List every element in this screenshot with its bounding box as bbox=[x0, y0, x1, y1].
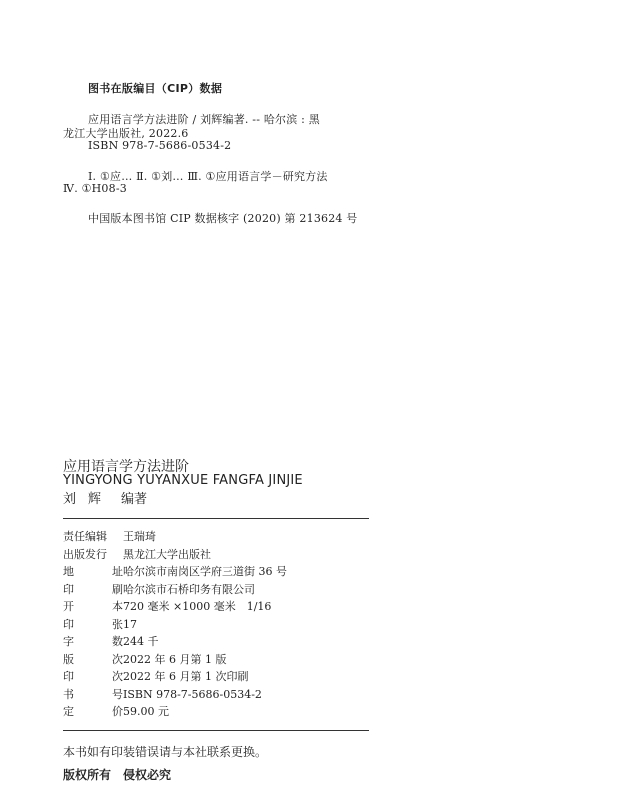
info-label bbox=[63, 563, 123, 581]
info-value: 2022 年 6 月第 1 次印刷 bbox=[123, 670, 249, 683]
publication-info-list bbox=[63, 528, 287, 721]
info-row-edition bbox=[63, 651, 287, 669]
info-row-format bbox=[63, 598, 287, 616]
info-value: ISBN 978-7-5686-0534-2 bbox=[123, 687, 262, 701]
info-row-impression bbox=[63, 668, 287, 686]
author-name: 刘辉 bbox=[63, 492, 114, 507]
book-title: 应用语言学方法进阶 bbox=[63, 459, 189, 475]
cip-subject-line-2: Ⅳ. ①H08-3 bbox=[63, 182, 127, 195]
info-row-isbn bbox=[63, 686, 287, 704]
info-label-char: 次 bbox=[112, 670, 123, 683]
top-divider bbox=[63, 518, 369, 519]
info-label bbox=[63, 651, 123, 669]
info-label: 责任编辑 bbox=[63, 530, 107, 543]
info-label-char: 印 bbox=[63, 582, 74, 596]
info-label-char: 字 bbox=[63, 635, 74, 648]
info-label bbox=[63, 686, 123, 704]
cip-isbn: ISBN 978-7-5686-0534-2 bbox=[88, 139, 232, 152]
info-label bbox=[63, 633, 123, 651]
info-label-char: 本 bbox=[112, 600, 123, 613]
bottom-divider bbox=[63, 730, 369, 731]
info-label-char: 张 bbox=[112, 617, 123, 631]
info-row-editor bbox=[63, 528, 287, 546]
info-value: 59.00 元 bbox=[123, 705, 169, 718]
info-row-word-count bbox=[63, 633, 287, 651]
info-row-printer bbox=[63, 581, 287, 599]
info-label-char: 印 bbox=[63, 617, 74, 631]
info-row-price bbox=[63, 703, 287, 721]
author-role: 编著 bbox=[121, 492, 148, 507]
info-value: 2022 年 6 月第 1 版 bbox=[123, 652, 227, 666]
info-label-char: 号 bbox=[112, 687, 123, 701]
info-label bbox=[63, 616, 123, 634]
info-value: 黑龙江大学出版社 bbox=[123, 547, 211, 561]
info-label bbox=[63, 581, 123, 599]
info-value: 244 千 bbox=[123, 635, 159, 648]
info-label-char: 印 bbox=[63, 670, 74, 683]
info-value: 王瑞琦 bbox=[123, 530, 156, 543]
info-label-char: 开 bbox=[63, 600, 74, 613]
info-label-char: 刷 bbox=[112, 582, 123, 596]
book-pinyin: YINGYONG YUYANXUE FANGFA JINJIE bbox=[63, 473, 303, 488]
info-label-char: 版 bbox=[63, 652, 74, 666]
info-label: 出版发行 bbox=[63, 547, 107, 561]
cip-verification: 中国版本图书馆 CIP 数据核字 (2020) 第 213624 号 bbox=[88, 212, 358, 225]
info-value: 720 毫米 ×1000 毫米 1/16 bbox=[123, 600, 272, 613]
info-row-address bbox=[63, 563, 287, 581]
info-label-char: 价 bbox=[112, 705, 123, 718]
info-label-char: 定 bbox=[63, 705, 74, 718]
info-label bbox=[63, 703, 123, 721]
copyright-statement: 版权所有 侵权必究 bbox=[63, 768, 172, 782]
info-label-char: 次 bbox=[112, 652, 123, 666]
info-label-char: 址 bbox=[112, 565, 123, 578]
info-label-char: 书 bbox=[63, 687, 74, 701]
info-row-publisher bbox=[63, 546, 287, 564]
cip-record-line-2: 龙江大学出版社, 2022.6 bbox=[63, 127, 189, 140]
cip-subject-line-1: Ⅰ. ①应… Ⅱ. ①刘… Ⅲ. ①应用语言学－研究方法 bbox=[88, 170, 328, 183]
info-value: 哈尔滨市南岗区学府三道街 36 号 bbox=[123, 565, 287, 578]
info-row-sheets bbox=[63, 616, 287, 634]
cip-record-line-1: 应用语言学方法进阶 / 刘辉编著. -- 哈尔滨 : 黑 bbox=[88, 113, 320, 126]
info-label bbox=[63, 668, 123, 686]
cip-heading: 图书在版编目（CIP）数据 bbox=[88, 82, 223, 95]
book-author bbox=[63, 488, 147, 507]
misprint-notice: 本书如有印装错误请与本社联系更换。 bbox=[63, 745, 268, 759]
info-value: 17 bbox=[123, 617, 137, 631]
info-label-char: 数 bbox=[112, 635, 123, 648]
info-label-char: 地 bbox=[63, 565, 74, 578]
info-value: 哈尔滨市石桥印务有限公司 bbox=[123, 582, 255, 596]
info-label bbox=[63, 598, 123, 616]
